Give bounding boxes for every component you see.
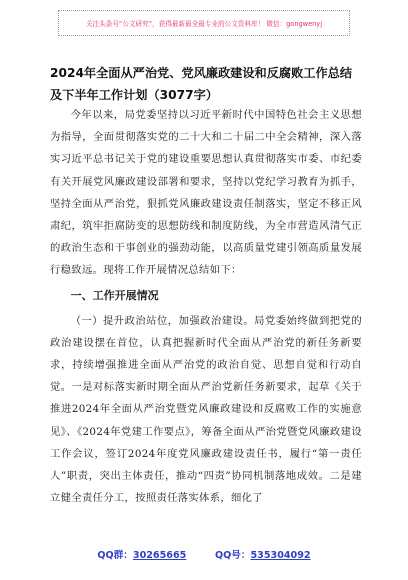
section-heading: 一、工作开展情况: [70, 288, 159, 302]
section-paragraph: （一）提升政治站位，加强政治建设。局党委始终做到把党的政治建设摆在首位，认真把握新时代全面从严治党的新任务新要求，持续增强推进全面从严治党的政治自觉、思想自觉和行动自觉。一是对标落实新时期全面从严治党新任务新要求，起草《关于推进2024年全面从严治党暨党风廉政建设和反腐败工作的实施意见》、《2024年党建工作要点》，筹备全面从严治党暨党风廉政建设工作会议，签订2024年度党风廉政建设责任书，履行“第一责任人”职责，突出主体责任，推动“四责”协同机制落地成效。二是建立健全责任分工，按照责任落实体系，细化了: [50, 314, 362, 505]
banner-text: 关注头条号“公文研究”，获得最新最全最专业的公文资料库！ 微信：gongwenyj: [85, 20, 323, 28]
top-banner: [58, 10, 350, 36]
qq-group-label: QQ群：: [97, 550, 133, 561]
document-body: [50, 104, 362, 509]
intro-paragraph: 今年以来，局党委坚持以习近平新时代中国特色社会主义思想为指导，全面贯彻落实党的二十大和二十届二中全会精神，深入落实习近平总书记关于党的建设重要思想认真贯彻落实市委、市纪委有关开展党风廉政建设部署和要求，坚持以党纪学习教育为抓手，坚持全面从严治党，狠抓党风廉政建设责任制落实，坚定不移正风肃纪，筑牢拒腐防变的思想防线和制度防线，为全市营造风清气正的政治生态和干事创业的强劲动能，以高质量党建引领高质量发展行稳致远。现将工作开展情况总结如下：: [50, 109, 362, 277]
qq-group-number: 30265665: [132, 550, 187, 561]
document-title: 2024年全面从严治党、党风廉政建设和反腐败工作总结及下半年工作计划（3077字）: [50, 66, 353, 102]
qq-number: 535304092: [250, 550, 311, 561]
footer-contact: [0, 547, 408, 561]
qq-number-label: QQ号：: [215, 550, 251, 561]
